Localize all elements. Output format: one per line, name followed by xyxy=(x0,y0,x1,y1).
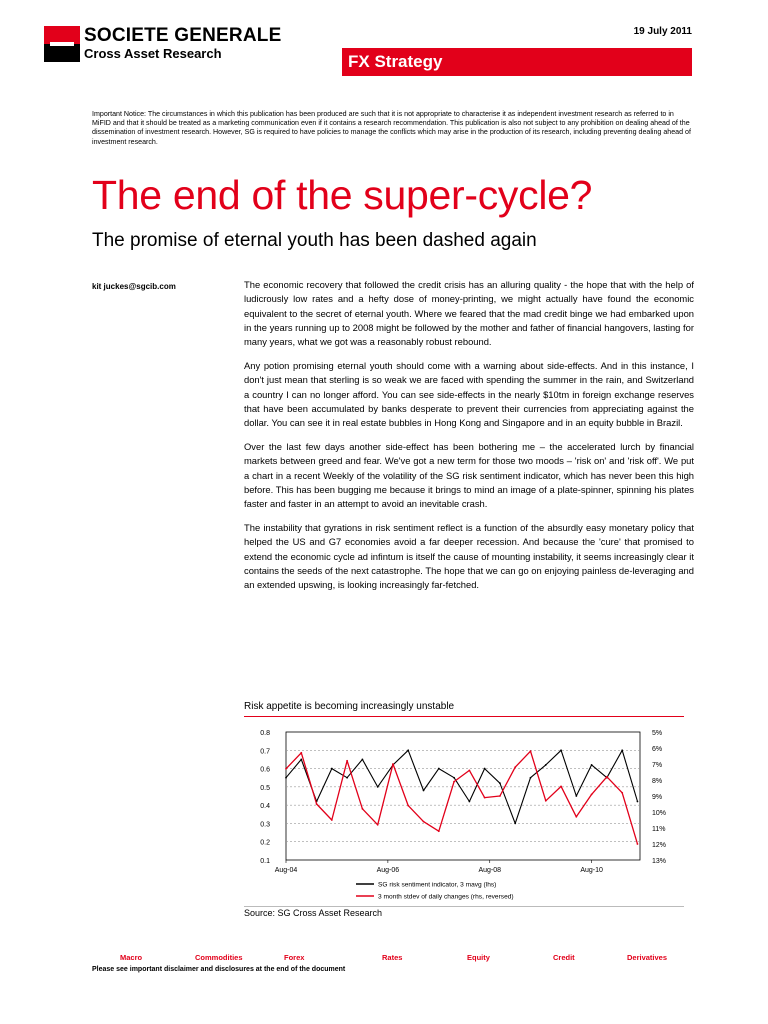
y-left-tick-label: 0.8 xyxy=(260,730,270,737)
x-tick-label: Aug-10 xyxy=(580,867,603,874)
y-left-tick-label: 0.5 xyxy=(260,784,270,792)
chart-title-rule xyxy=(244,716,684,717)
data-point-risk-sentiment xyxy=(514,823,516,825)
paragraph-4: The instability that gyrations in risk sentiment reflect is a function of the absurdly easy monetary policy that helped the US and G7 economies avoid a far deeper recession. And because the 'cure' that promised to extend the economic cycle ad infintum is itself the cause of mounting instability, it seems increasingly clear it contains the seeds of the next catastrophe. The hope that we can go on enjoying painless de-leveraging and an extended upswing, is looking increasingly far-fetched. xyxy=(244,521,694,591)
data-point-stdev xyxy=(392,763,394,765)
data-point-stdev xyxy=(621,792,623,794)
series-line-stdev xyxy=(286,751,638,844)
data-point-risk-sentiment xyxy=(575,795,577,797)
data-point-risk-sentiment xyxy=(499,782,501,784)
data-point-risk-sentiment xyxy=(560,749,562,751)
y-right-tick-label: 10% xyxy=(652,810,667,817)
data-point-stdev xyxy=(484,797,486,799)
data-point-stdev xyxy=(453,781,455,783)
y-left-tick-label: 0.7 xyxy=(260,748,270,756)
data-point-risk-sentiment xyxy=(637,801,639,803)
data-point-stdev xyxy=(530,750,532,752)
data-point-stdev xyxy=(346,760,348,762)
footer-link-forex[interactable]: Forex xyxy=(284,953,305,962)
data-point-stdev xyxy=(514,766,516,768)
chart-title: Risk appetite is becoming increasingly unstable xyxy=(244,701,455,712)
data-point-risk-sentiment xyxy=(468,801,470,803)
data-point-risk-sentiment xyxy=(621,749,623,751)
data-point-stdev xyxy=(377,824,379,826)
data-point-stdev xyxy=(300,752,302,754)
brand-name: SOCIETE GENERALE xyxy=(84,25,282,46)
footer-link-commodities[interactable]: Commodities xyxy=(195,953,243,962)
paragraph-1: The economic recovery that followed the credit crisis has an alluring quality - the hope that with the help of ludicrously low rates and a hefty dose of money-printing, we might actually have found the economic equivalent to the secret of eternal youth. Where we feared that the mad credit binge we had embarked upon in the years running up to 2008 might be followed by the mother and father of financial hangovers, lasting for many years, what we got was a reasonably robust rebound. xyxy=(244,279,694,348)
data-point-risk-sentiment xyxy=(453,777,455,779)
data-point-stdev xyxy=(423,821,425,823)
footer-nav xyxy=(92,953,692,965)
data-point-risk-sentiment xyxy=(545,764,547,766)
x-tick-label: Aug-08 xyxy=(478,867,502,874)
footer-link-credit[interactable]: Credit xyxy=(553,953,575,962)
data-point-risk-sentiment xyxy=(377,786,379,788)
section-title: FX Strategy xyxy=(348,52,443,71)
data-point-risk-sentiment xyxy=(285,777,287,779)
y-left-tick-label: 0.6 xyxy=(260,766,270,774)
data-point-risk-sentiment xyxy=(346,777,348,779)
legend-label: SG risk sentiment indicator, 3 mavg (lhs) xyxy=(378,881,497,889)
article-subtitle: The promise of eternal youth has been dashed again xyxy=(92,230,537,251)
data-point-stdev xyxy=(468,770,470,772)
publication-date: 19 July 2011 xyxy=(633,26,692,37)
data-point-stdev xyxy=(316,803,318,805)
x-tick-label: Aug-06 xyxy=(376,867,400,874)
footer-link-rates[interactable]: Rates xyxy=(382,953,403,962)
brand-subtitle: Cross Asset Research xyxy=(84,46,222,61)
data-point-stdev xyxy=(407,805,409,807)
footer-disclaimer: Please see important disclaimer and disclosures at the end of the document xyxy=(92,966,346,973)
y-left-tick-label: 0.4 xyxy=(260,803,270,811)
data-point-stdev xyxy=(499,795,501,797)
y-right-tick-label: 11% xyxy=(652,826,666,833)
data-point-stdev xyxy=(606,776,608,778)
important-notice: Important Notice: The circumstances in which this publication has been produced are such that it is not appropriate to characterise it as independent investment research as referred to in MiFID and that it should be treated as a marketing communication even if it contains a research recommendation. This publication is also not subject to any prohibition on dealing ahead of the dissemination of investment research. However, SG is required to have policies to manage the conflicts which may arise in the production of its research, including preventing dealing ahead of investment research. xyxy=(92,110,691,146)
data-point-stdev xyxy=(637,843,639,845)
data-point-stdev xyxy=(331,819,333,821)
footer-link-equity[interactable]: Equity xyxy=(467,953,490,962)
article-title: The end of the super-cycle? xyxy=(92,172,593,218)
y-right-tick-label: 12% xyxy=(652,842,667,849)
y-left-tick-label: 0.2 xyxy=(260,839,270,847)
y-right-tick-label: 7% xyxy=(652,762,663,769)
data-point-stdev xyxy=(545,800,547,802)
data-point-risk-sentiment xyxy=(300,759,302,761)
data-point-risk-sentiment xyxy=(331,768,333,770)
data-point-risk-sentiment xyxy=(407,749,409,751)
data-point-risk-sentiment xyxy=(484,768,486,770)
y-right-tick-label: 8% xyxy=(652,778,663,785)
y-right-tick-label: 5% xyxy=(652,730,663,737)
x-tick-label: Aug-04 xyxy=(274,867,298,874)
data-point-risk-sentiment xyxy=(423,790,425,792)
article-body xyxy=(244,278,694,602)
data-point-stdev xyxy=(591,794,593,796)
y-right-tick-label: 13% xyxy=(652,858,667,865)
author-email-link[interactable]: kit juckes@sgcib.com xyxy=(92,282,176,291)
legend-label: 3 month stdev of daily changes (rhs, reversed) xyxy=(378,893,514,901)
y-left-tick-label: 0.1 xyxy=(260,858,270,865)
data-point-stdev xyxy=(285,768,287,770)
footer-link-macro[interactable]: Macro xyxy=(120,953,143,962)
plot-frame xyxy=(286,732,640,860)
data-point-risk-sentiment xyxy=(362,759,364,761)
societe-generale-logo xyxy=(44,26,80,62)
data-point-stdev xyxy=(575,816,577,818)
risk-chart xyxy=(244,720,684,906)
y-right-tick-label: 6% xyxy=(652,746,663,753)
data-point-stdev xyxy=(438,830,440,832)
data-point-stdev xyxy=(560,786,562,788)
data-point-risk-sentiment xyxy=(591,764,593,766)
data-point-risk-sentiment xyxy=(438,768,440,770)
chart-source: Source: SG Cross Asset Research xyxy=(244,908,383,918)
chart-bottom-rule xyxy=(244,906,684,907)
y-right-tick-label: 9% xyxy=(652,794,663,801)
paragraph-2: Any potion promising eternal youth should come with a warning about side-effects. And in this instance, I don't just mean that sterling is so weak we are faced with spending the summer in the rain, and Switzerland a country I can no longer afford. You can see side-effects in the nearly $10tm in foreign exchange reserves that have been accumulated by banks desperate to prevent their currencies from appreciating against the dollar. You can see it in real estate bubbles in Hong Kong and Singapore and in an equity bubble in Brazil. xyxy=(244,359,694,429)
data-point-risk-sentiment xyxy=(530,777,532,779)
y-left-tick-label: 0.3 xyxy=(260,821,270,829)
data-point-stdev xyxy=(362,808,364,810)
paragraph-3: Over the last few days another side-effect has been bothering me – the accelerated lurch by financial markets between greed and fear. We've got a new term for those two moods – 'risk on' and 'risk off'. We put a chart in a recent Weekly of the volatility of the SG risk sentiment indicator, which has never been this high before. This has been bugging me because it brings to mind an image of a plate-spinner, spinning his plates faster and faster in an attempt to avoid an inevitable crash. xyxy=(244,440,694,510)
footer-link-derivatives[interactable]: Derivatives xyxy=(627,953,668,962)
